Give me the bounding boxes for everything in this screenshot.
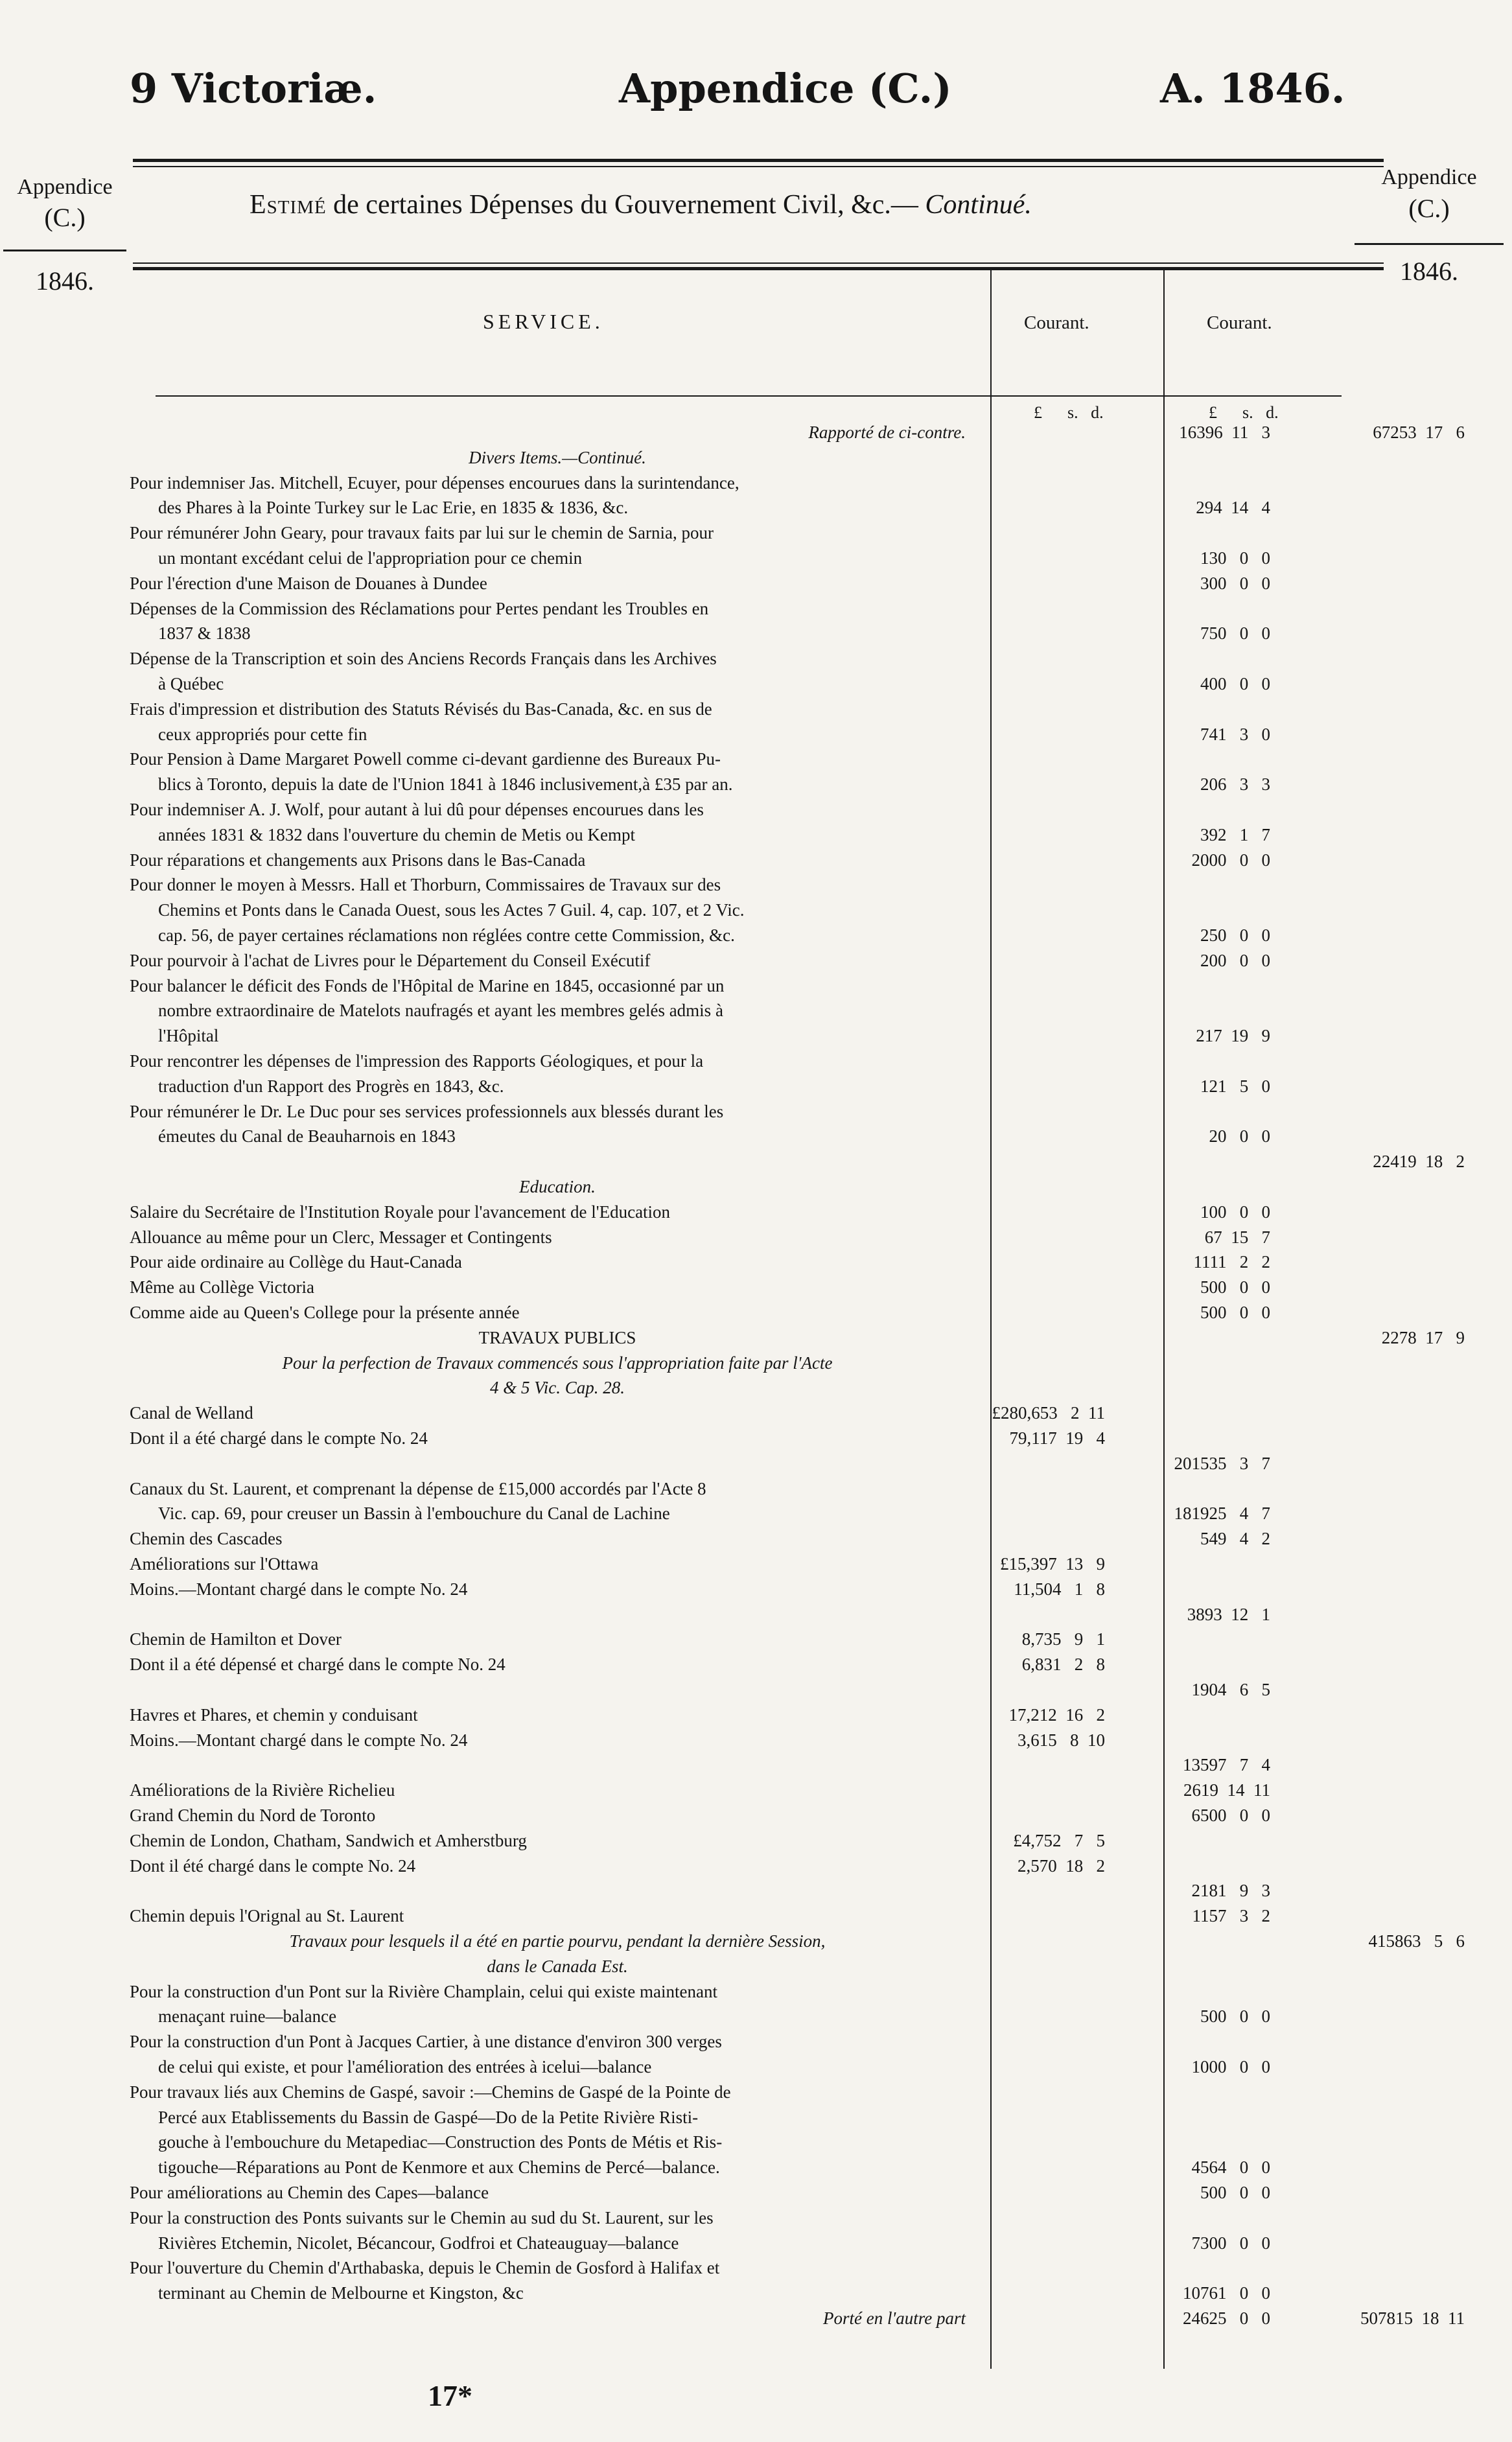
row-amount-courant-1: 201535 3 7: [1174, 1454, 1270, 1473]
row-description: Pour améliorations au Chemin des Capes—balance: [130, 2183, 489, 2202]
row-amount-courant-2: 507815 18 11: [1360, 2308, 1465, 2328]
row-amount-courant-1: 250 0 0: [1200, 925, 1270, 945]
row-description: de celui qui existe, et pour l'amélioration des entrées à icelui—balance: [158, 2057, 652, 2076]
ledger-row: [130, 647, 1478, 669]
row-description: Pour indemniser Jas. Mitchell, Ecuyer, pour dépenses encourues dans la surintendance,: [130, 473, 739, 493]
row-description: Même au Collège Victoria: [130, 1277, 315, 1297]
ledger-row: [130, 1855, 1478, 1877]
row-description: années 1831 & 1832 dans l'ouverture du chemin de Metis ou Kempt: [158, 825, 635, 844]
row-amount-courant-1: 500 0 0: [1200, 1303, 1270, 1322]
row-subamount: £4,752 7 5: [1013, 1831, 1105, 1850]
title-italic: Continué.: [925, 190, 1032, 220]
row-description: terminant au Chemin de Melbourne et Kingston, &c: [158, 2283, 524, 2303]
ledger-row: [130, 447, 1478, 469]
row-description: Pour l'érection d'une Maison de Douanes à Dundee: [130, 574, 487, 593]
row-amount-courant-1: 100 0 0: [1200, 1202, 1270, 1222]
row-description: Dépense de la Transcription et soin des Anciens Records Français dans les Archives: [130, 649, 717, 668]
ledger-row: [130, 1930, 1478, 1952]
ledger-row: [130, 975, 1478, 997]
row-amount-courant-1: 2619 14 11: [1183, 1780, 1270, 1800]
ledger-row: [130, 1125, 1478, 1147]
ledger-row: [130, 1754, 1478, 1776]
ledger-row: [130, 1201, 1478, 1223]
row-subamount: 6,831 2 8: [1021, 1655, 1105, 1674]
ledger-row: [130, 2056, 1478, 2078]
row-amount-courant-1: 1904 6 5: [1191, 1680, 1270, 1699]
row-subamount: 17,212 16 2: [1008, 1705, 1105, 1725]
document-title: [250, 189, 1032, 220]
row-amount-courant-2: 67253 17 6: [1373, 423, 1465, 442]
row-description: des Phares à la Pointe Turkey sur le Lac Erie, en 1835 & 1836, &c.: [158, 498, 629, 517]
row-description: Pour la construction d'un Pont sur la Rivière Champlain, celui qui existe maintenant: [130, 1982, 717, 2001]
ledger-row: [130, 2181, 1478, 2204]
ledger-row: [130, 2030, 1478, 2052]
ledger-row: [130, 1603, 1478, 1625]
row-description: Allouance au même pour un Clerc, Messager et Contingents: [130, 1227, 552, 1247]
row-amount-courant-1: 6500 0 0: [1191, 1806, 1270, 1825]
ledger-row: [130, 1628, 1478, 1650]
ledger-row: [130, 1502, 1478, 1524]
ledger-row: [130, 773, 1478, 795]
row-amount-courant-1: 294 14 4: [1196, 498, 1270, 517]
row-amount-courant-1: 24625 0 0: [1183, 2308, 1270, 2328]
ledger-row: [130, 1528, 1478, 1550]
row-amount-courant-1: 392 1 7: [1200, 825, 1270, 844]
row-amount-courant-1: 549 4 2: [1200, 1529, 1270, 1548]
row-amount-courant-1: 13597 7 4: [1183, 1755, 1270, 1774]
margin-right-rule: [1355, 243, 1504, 245]
ledger-row: [130, 824, 1478, 846]
row-description: Pour rémunérer le Dr. Le Duc pour ses services professionnels aux blessés durant les: [130, 1102, 724, 1121]
row-description: Pour la construction des Ponts suivants sur le Chemin au sud du St. Laurent, sur les: [130, 2208, 714, 2227]
row-description: Grand Chemin du Nord de Toronto: [130, 1806, 376, 1825]
currency-heading-2: £ s. d.: [1209, 403, 1279, 422]
row-amount-courant-1: 4564 0 0: [1191, 2157, 1270, 2177]
row-amount-courant-2: 22419 18 2: [1373, 1152, 1465, 1171]
margin-left-sub: (C.): [44, 203, 86, 232]
row-description: Canal de Welland: [130, 1403, 253, 1423]
ledger-row: [130, 2307, 1478, 2329]
ledger-row: [130, 1050, 1478, 1072]
ledger-row: [130, 1830, 1478, 1852]
ledger-row: [130, 598, 1478, 620]
margin-left-label: Appendice: [17, 175, 113, 199]
row-description: Pour la perfection de Travaux commencés sous l'appropriation faite par l'Acte: [282, 1353, 833, 1373]
ledger-row: [130, 1729, 1478, 1751]
row-amount-courant-1: 130 0 0: [1200, 548, 1270, 568]
row-description: Pour rencontrer les dépenses de l'impression des Rapports Géologiques, et pour la: [130, 1051, 704, 1071]
margin-right-year: 1846.: [1400, 257, 1458, 286]
ledger-row: [130, 2106, 1478, 2128]
ledger-row: [130, 547, 1478, 569]
margin-right-sub: (C.): [1408, 194, 1450, 223]
ledger-row: [130, 1226, 1478, 1248]
row-description: émeutes du Canal de Beauharnois en 1843: [158, 1126, 456, 1146]
row-description: Rapporté de ci-contre.: [808, 423, 966, 442]
row-description: nombre extraordinaire de Matelots naufragés et ayant les membres gelés admis à: [158, 1001, 723, 1020]
page-number: 17*: [428, 2379, 472, 2412]
ledger-row: [130, 1452, 1478, 1474]
row-amount-courant-1: 217 19 9: [1196, 1026, 1270, 1045]
row-amount-courant-1: 3893 12 1: [1187, 1605, 1270, 1624]
row-description: Chemin de London, Chatham, Sandwich et Amherstburg: [130, 1831, 527, 1850]
row-description: menaçant ruine—balance: [158, 2006, 337, 2026]
ledger-row: [130, 2131, 1478, 2153]
row-amount-courant-1: 10761 0 0: [1183, 2283, 1270, 2303]
row-description: Dont il été chargé dans le compte No. 24: [130, 1856, 416, 1876]
row-description: Pour Pension à Dame Margaret Powell comme ci-devant gardienne des Bureaux Pu-: [130, 749, 721, 769]
ledger-row: [130, 2005, 1478, 2027]
ledger-row: [130, 748, 1478, 770]
ledger-row: [130, 1653, 1478, 1675]
ledger-row: [130, 1553, 1478, 1575]
ledger-row: [130, 496, 1478, 518]
row-amount-courant-1: 7300 0 0: [1191, 2233, 1270, 2253]
row-description: Pour donner le moyen à Messrs. Hall et Thorburn, Commissaires de Travaux sur des: [130, 875, 721, 894]
ledger-row: [130, 1905, 1478, 1927]
row-subamount: £15,397 13 9: [1000, 1554, 1105, 1574]
title-rest: de certaines Dépenses du Gouvernement Civil, &c.—: [333, 190, 918, 220]
ledger-row: [130, 2081, 1478, 2103]
ledger-row: [130, 1301, 1478, 1323]
ledger-row: [130, 899, 1478, 921]
margin-left-year: 1846.: [36, 266, 94, 296]
ledger-row: [130, 1879, 1478, 1901]
header-rule-thin: [133, 166, 1384, 167]
ledger-row: [130, 1327, 1478, 1349]
margin-left-rule: [3, 250, 126, 251]
row-amount-courant-1: 16396 11 3: [1179, 423, 1270, 442]
row-description: Havres et Phares, et chemin y conduisant: [130, 1705, 418, 1725]
row-description: un montant excédant celui de l'appropriation pour ce chemin: [158, 548, 583, 568]
ledger-row: [130, 1377, 1478, 1399]
row-subamount: 3,615 8 10: [1018, 1730, 1105, 1750]
row-description: Chemin des Cascades: [130, 1529, 283, 1548]
row-amount-courant-1: 1000 0 0: [1191, 2057, 1270, 2076]
ledger-row: [130, 698, 1478, 720]
row-description: Rivières Etchemin, Nicolet, Bécancour, Godfroi et Chateauguay—balance: [158, 2233, 679, 2253]
row-description: Travaux pour lesquels il a été en partie pourvu, pendant la dernière Session,: [289, 1931, 826, 1951]
row-amount-courant-1: 500 0 0: [1200, 1277, 1270, 1297]
ledger-row: [130, 849, 1478, 871]
row-amount-courant-1: 206 3 3: [1200, 774, 1270, 794]
row-amount-courant-1: 121 5 0: [1200, 1076, 1270, 1096]
column-courant-1: Courant.: [1024, 312, 1089, 333]
row-subamount: 11,504 1 8: [1014, 1579, 1105, 1599]
row-amount-courant-2: 2278 17 9: [1381, 1328, 1465, 1347]
row-description: 4 & 5 Vic. Cap. 28.: [490, 1378, 625, 1397]
row-amount-courant-1: 20 0 0: [1209, 1126, 1270, 1146]
ledger-row: [130, 1578, 1478, 1600]
row-description: traduction d'un Rapport des Progrès en 1843, &c.: [158, 1076, 504, 1096]
ledger-row: [130, 2232, 1478, 2254]
ledger-row: [130, 2156, 1478, 2178]
row-subamount: £280,653 2 11: [992, 1403, 1105, 1423]
row-amount-courant-1: 1111 2 2: [1193, 1252, 1270, 1272]
row-amount-courant-2: 415863 5 6: [1368, 1931, 1465, 1951]
ledger-row: [130, 1478, 1478, 1500]
title-rule: [133, 262, 1384, 264]
row-amount-courant-1: 300 0 0: [1200, 574, 1270, 593]
row-description: Pour travaux liés aux Chemins de Gaspé, savoir :—Chemins de Gaspé de la Pointe de: [130, 2082, 731, 2102]
year-header: A. 1846.: [1160, 65, 1345, 112]
row-description: Pour la construction d'un Pont à Jacques Cartier, à une distance d'environ 300 verges: [130, 2032, 722, 2051]
row-description: cap. 56, de payer certaines réclamations non réglées contre cette Commission, &c.: [158, 925, 735, 945]
row-description: Porté en l'autre part: [823, 2308, 966, 2328]
row-description: Chemins et Ponts dans le Canada Ouest, sous les Actes 7 Guil. 4, cap. 107, et 2 Vic.: [158, 900, 745, 920]
row-description: Comme aide au Queen's College pour la présente année: [130, 1303, 520, 1322]
row-description: Percé aux Etablissements du Bassin de Gaspé—Do de la Petite Rivière Risti-: [158, 2108, 699, 2127]
row-description: Pour aide ordinaire au Collège du Haut-Canada: [130, 1252, 462, 1272]
row-description: Canaux du St. Laurent, et comprenant la dépense de £15,000 accordés par l'Acte 8: [130, 1479, 706, 1498]
appendix-header: Appendice (C.): [619, 65, 952, 112]
ledger-row: [130, 1100, 1478, 1122]
column-service: SERVICE.: [483, 310, 604, 333]
row-description: Améliorations de la Rivière Richelieu: [130, 1780, 395, 1800]
row-description: TRAVAUX PUBLICS: [478, 1328, 636, 1347]
row-amount-courant-1: 200 0 0: [1200, 951, 1270, 970]
ledger-row: [130, 798, 1478, 820]
row-description: Pour indemniser A. J. Wolf, pour autant à lui dû pour dépenses encourues dans les: [130, 800, 704, 819]
row-description: Salaire du Secrétaire de l'Institution Royale pour l'avancement de l'Education: [130, 1202, 671, 1222]
ledger-row: [130, 1025, 1478, 1047]
ledger-row: [130, 572, 1478, 594]
ledger-row: [130, 472, 1478, 494]
title-smallcaps: Estimé: [250, 190, 327, 220]
row-description: Moins.—Montant chargé dans le compte No. 24: [130, 1730, 468, 1750]
row-description: Pour balancer le déficit des Fonds de l'Hôpital de Marine en 1845, occasionné par un: [130, 976, 725, 995]
ledger-row: [130, 1352, 1478, 1374]
row-subamount: 2,570 18 2: [1018, 1856, 1105, 1876]
row-subamount: 8,735 9 1: [1021, 1629, 1105, 1649]
currency-heading-1: £ s. d.: [1034, 403, 1104, 422]
session-header: 9 Victoriæ.: [130, 65, 377, 112]
row-amount-courant-1: 500 0 0: [1200, 2006, 1270, 2026]
row-amount-courant-1: 2000 0 0: [1191, 850, 1270, 870]
ledger-row: [130, 1176, 1478, 1198]
ledger-row: [130, 1402, 1478, 1424]
ledger-row: [130, 1679, 1478, 1701]
row-description: blics à Toronto, depuis la date de l'Union 1841 à 1846 inclusivement,à £35 par an.: [158, 774, 733, 794]
row-description: Pour réparations et changements aux Prisons dans le Bas-Canada: [130, 850, 586, 870]
row-amount-courant-1: 2181 9 3: [1191, 1881, 1270, 1900]
row-description: Vic. cap. 69, pour creuser un Bassin à l'embouchure du Canal de Lachine: [158, 1504, 670, 1523]
ledger-row: [130, 1779, 1478, 1801]
row-description: Divers Items.—Continué.: [469, 448, 646, 467]
row-description: à Québec: [158, 674, 224, 693]
row-description: Dépenses de la Commission des Réclamations pour Pertes pendant les Troubles en: [130, 599, 709, 618]
ledger-row: [130, 2257, 1478, 2279]
row-description: Améliorations sur l'Ottawa: [130, 1554, 319, 1574]
row-description: dans le Canada Est.: [487, 1957, 628, 1976]
ledger-row: [130, 1251, 1478, 1273]
row-subamount: 79,117 19 4: [1009, 1428, 1105, 1448]
ledger-row: [130, 1276, 1478, 1298]
row-description: Pour l'ouverture du Chemin d'Arthabaska, depuis le Chemin de Gosford à Halifax et: [130, 2258, 720, 2277]
ledger-row: [130, 1075, 1478, 1097]
row-description: ceux appropriés pour cette fin: [158, 725, 367, 744]
ledger-row: [130, 1150, 1478, 1172]
column-courant-2: Courant.: [1207, 312, 1272, 333]
row-description: Frais d'impression et distribution des Statuts Révisés du Bas-Canada, &c. en sus de: [130, 699, 712, 719]
row-amount-courant-1: 1157 3 2: [1192, 1906, 1270, 1925]
ledger-row: [130, 421, 1478, 443]
ledger-row: [130, 2282, 1478, 2304]
row-description: Chemin depuis l'Orignal au St. Laurent: [130, 1906, 404, 1925]
header-rule: [133, 159, 1384, 162]
row-description: Dont il a été dépensé et chargé dans le compte No. 24: [130, 1655, 506, 1674]
row-amount-courant-1: 750 0 0: [1200, 623, 1270, 643]
ledger-row: [130, 723, 1478, 745]
ledger-row: [130, 874, 1478, 896]
ledger-row: [130, 522, 1478, 544]
row-amount-courant-1: 741 3 0: [1200, 725, 1270, 744]
ledger-row: [130, 1704, 1478, 1726]
row-description: Pour pourvoir à l'achat de Livres pour le Département du Conseil Exécutif: [130, 951, 651, 970]
row-description: Dont il a été chargé dans le compte No. 24: [130, 1428, 428, 1448]
ledger-row: [130, 1427, 1478, 1449]
row-description: Moins.—Montant chargé dans le compte No. 24: [130, 1579, 468, 1599]
row-description: gouche à l'embouchure du Metapediac—Construction des Ponts de Métis et Ris-: [158, 2132, 723, 2152]
row-description: l'Hôpital: [158, 1026, 219, 1045]
title-rule-thick: [133, 267, 1384, 270]
ledger-row: [130, 1955, 1478, 1977]
ledger-row: [130, 622, 1478, 644]
row-amount-courant-1: 500 0 0: [1200, 2183, 1270, 2202]
ledger-row: [130, 1804, 1478, 1826]
margin-right-label: Appendice: [1381, 165, 1477, 189]
row-description: Pour rémunérer John Geary, pour travaux faits par lui sur le chemin de Sarnia, pour: [130, 523, 714, 542]
ledger-row: [130, 1981, 1478, 2003]
row-description: Education.: [519, 1177, 596, 1196]
row-amount-courant-1: 400 0 0: [1200, 674, 1270, 693]
ledger-row: [130, 999, 1478, 1021]
row-amount-courant-1: 67 15 7: [1204, 1227, 1270, 1247]
row-description: tigouche—Réparations au Pont de Kenmore et aux Chemins de Percé—balance.: [158, 2157, 720, 2177]
row-description: Chemin de Hamilton et Dover: [130, 1629, 342, 1649]
ledger-row: [130, 2207, 1478, 2229]
ledger-row: [130, 673, 1478, 695]
row-amount-courant-1: 181925 4 7: [1174, 1504, 1270, 1523]
ledger-row: [130, 924, 1478, 946]
row-description: 1837 & 1838: [158, 623, 251, 643]
ledger-row: [130, 949, 1478, 971]
